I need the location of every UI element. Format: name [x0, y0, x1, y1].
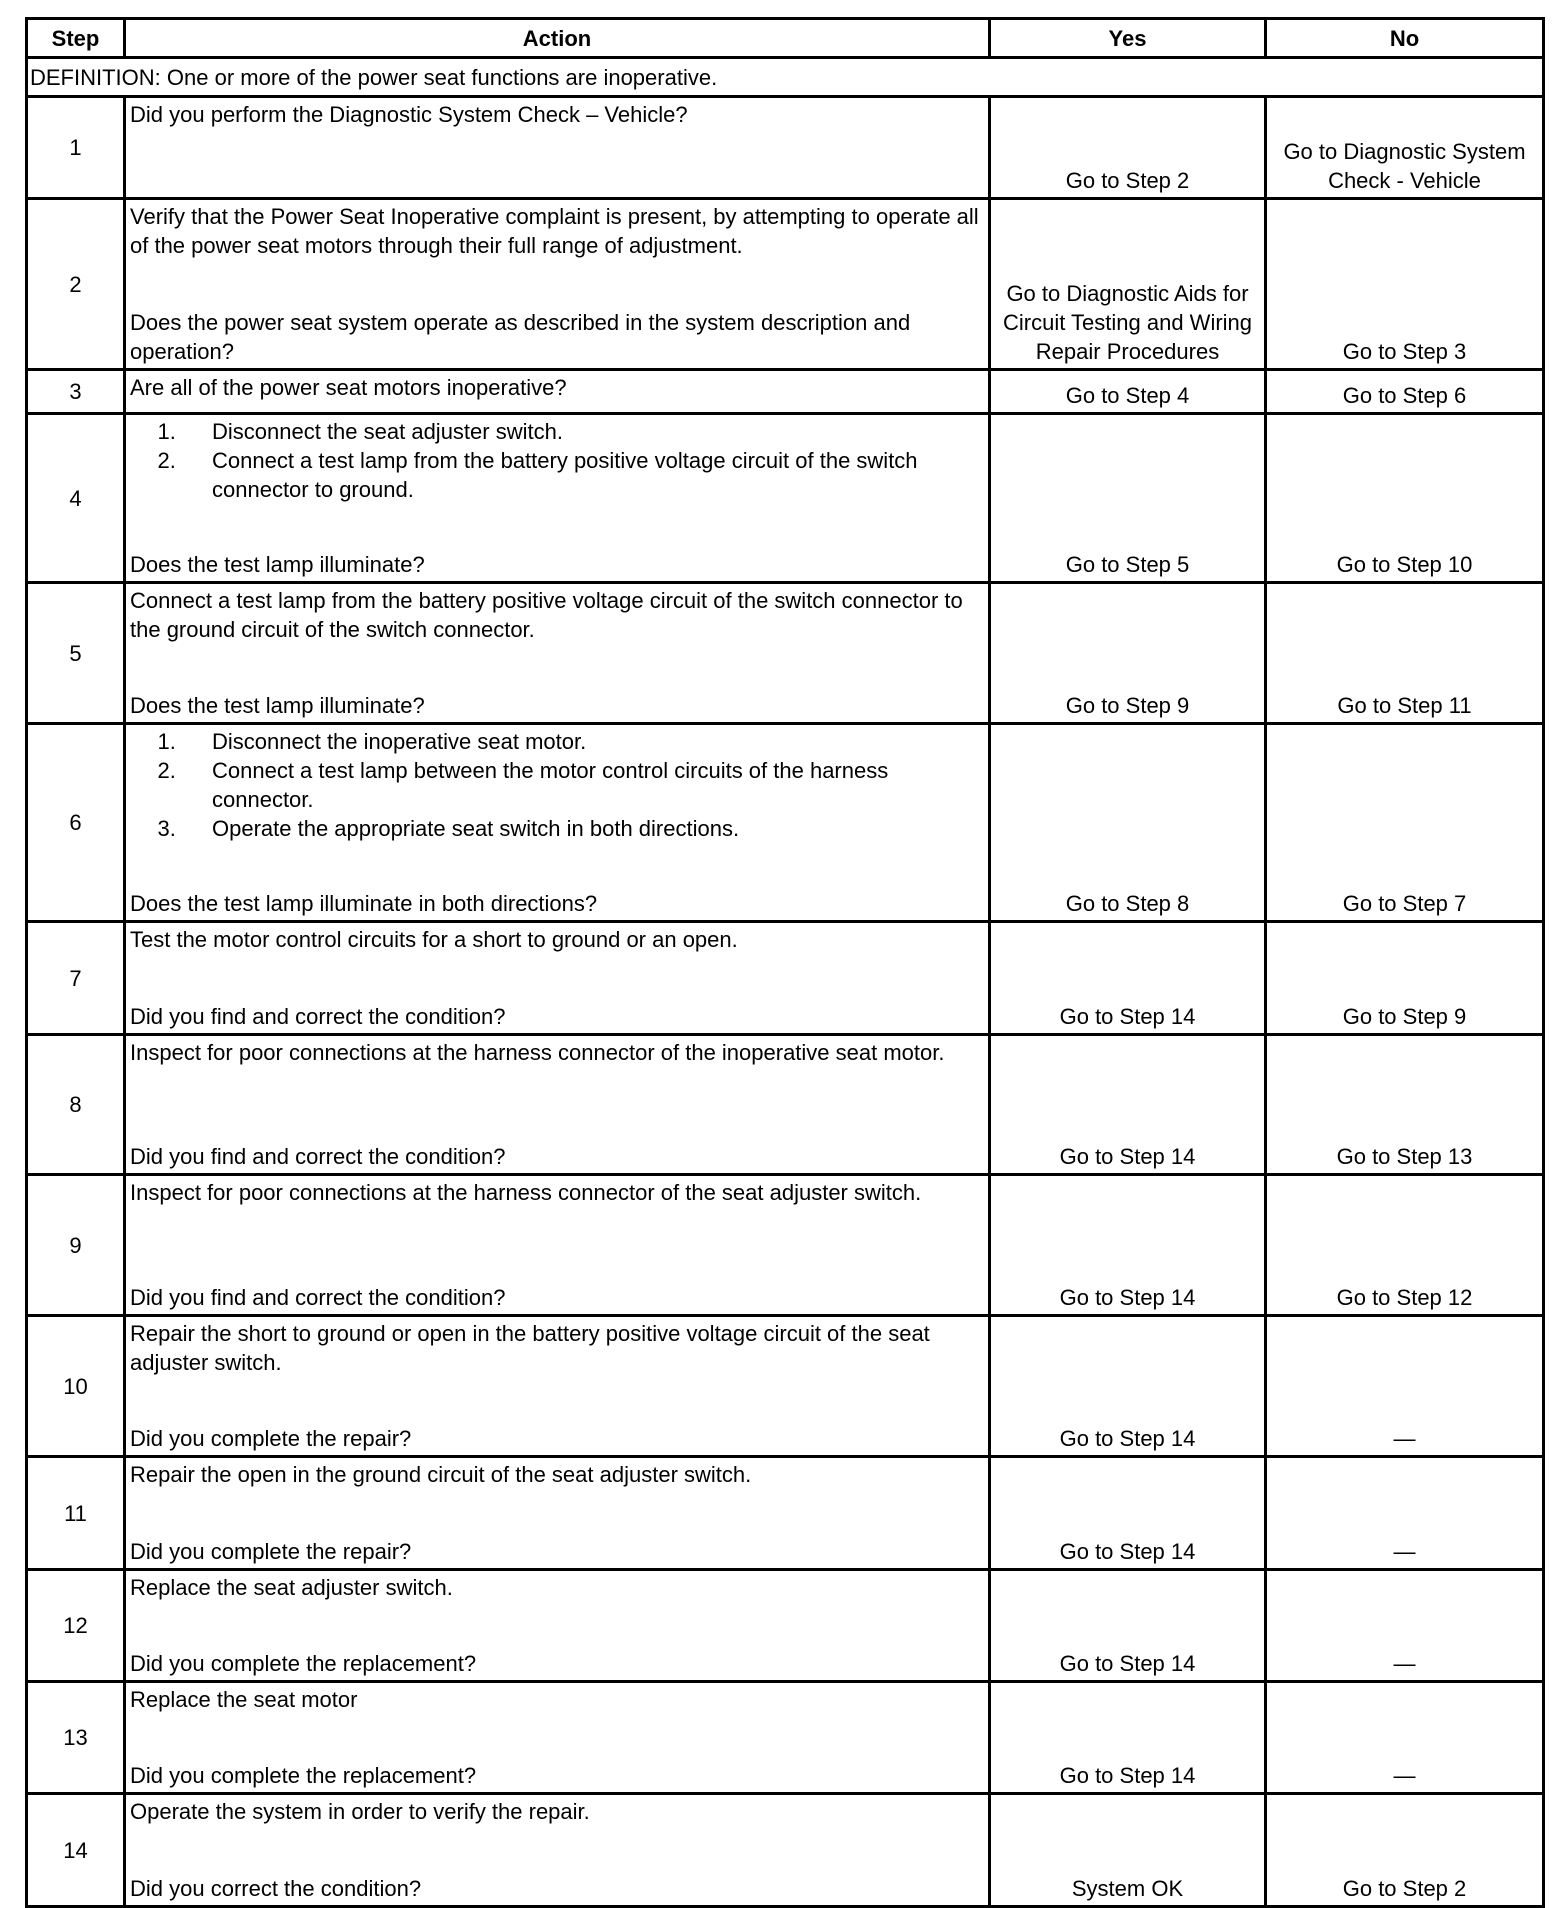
action-cell [125, 1570, 990, 1682]
table-row [27, 1457, 1544, 1570]
table-row [27, 1175, 1544, 1316]
action-cell [125, 583, 990, 724]
table-row [27, 97, 1544, 199]
step-number: 3 [27, 370, 125, 414]
yes-result: Go to Step 4 [990, 370, 1266, 414]
action-question: Did you complete the replacement? [130, 1651, 477, 1676]
table-row [27, 1035, 1544, 1175]
action-cell [125, 1175, 990, 1316]
action-text: Operate the system in order to verify the repair. [130, 1799, 590, 1824]
action-question: Does the power seat system operate as described in the system description and operation? [130, 310, 911, 364]
no-result: Go to Step 6 [1266, 370, 1544, 414]
step-number: 11 [27, 1457, 125, 1570]
action-cell [125, 1316, 990, 1457]
action-text: Did you perform the Diagnostic System Check – Vehicle? [130, 102, 688, 127]
action-step: 1. Disconnect the seat adjuster switch. [182, 417, 984, 446]
yes-result: Go to Step 14 [990, 1316, 1266, 1457]
action-cell [125, 370, 990, 414]
action-question: Did you correct the condition? [130, 1876, 422, 1901]
table-row [27, 922, 1544, 1035]
table-row [27, 370, 1544, 414]
no-result: — [1266, 1570, 1544, 1682]
action-cell [125, 1035, 990, 1175]
step-number: 2 [27, 199, 125, 370]
table-row [27, 1316, 1544, 1457]
action-cell [125, 97, 990, 199]
action-cell [125, 1457, 990, 1570]
diagnostic-table [25, 17, 1545, 1908]
action-step: 2. Connect a test lamp from the battery positive voltage circuit of the switch connector to ground. [182, 446, 984, 504]
action-text: Repair the open in the ground circuit of the seat adjuster switch. [130, 1462, 752, 1487]
step-number: 9 [27, 1175, 125, 1316]
action-cell [125, 724, 990, 922]
step-number: 13 [27, 1682, 125, 1794]
step-number: 7 [27, 922, 125, 1035]
action-question: Did you complete the repair? [130, 1539, 412, 1564]
table-row [27, 583, 1544, 724]
action-cell [125, 414, 990, 583]
yes-result: System OK [990, 1794, 1266, 1907]
yes-result: Go to Step 14 [990, 1682, 1266, 1794]
action-cell [125, 1794, 990, 1907]
step-number: 14 [27, 1794, 125, 1907]
yes-result: Go to Step 14 [990, 1457, 1266, 1570]
action-step: 2. Connect a test lamp between the motor control circuits of the harness connector. [182, 756, 984, 814]
step-number: 1 [27, 97, 125, 199]
action-steps [130, 727, 984, 843]
action-question: Did you find and correct the condition? [130, 1004, 506, 1029]
no-result: Go to Step 7 [1266, 724, 1544, 922]
yes-result: Go to Step 14 [990, 1175, 1266, 1316]
action-question: Did you complete the replacement? [130, 1763, 477, 1788]
action-question: Did you complete the repair? [130, 1426, 412, 1451]
table-row [27, 199, 1544, 370]
definition-row [27, 58, 1544, 97]
step-number: 8 [27, 1035, 125, 1175]
action-question: Does the test lamp illuminate in both directions? [130, 891, 598, 916]
yes-result: Go to Step 14 [990, 1570, 1266, 1682]
step-number: 4 [27, 414, 125, 583]
table-row [27, 724, 1544, 922]
yes-result: Go to Step 14 [990, 922, 1266, 1035]
step-number: 12 [27, 1570, 125, 1682]
step-number: 10 [27, 1316, 125, 1457]
yes-result: Go to Step 9 [990, 583, 1266, 724]
definition: DEFINITION: One or more of the power seat functions are inoperative. [27, 58, 1544, 97]
header-no: No [1266, 19, 1544, 58]
yes-result: Go to Step 5 [990, 414, 1266, 583]
header-action: Action [125, 19, 990, 58]
action-text: Replace the seat motor [130, 1687, 358, 1712]
yes-result: Go to Step 2 [990, 97, 1266, 199]
action-question: Does the test lamp illuminate? [130, 693, 425, 718]
action-text: Inspect for poor connections at the harness connector of the seat adjuster switch. [130, 1180, 922, 1205]
action-steps [130, 417, 984, 504]
no-result: — [1266, 1682, 1544, 1794]
action-text: Test the motor control circuits for a short to ground or an open. [130, 927, 738, 952]
table-row [27, 1794, 1544, 1907]
action-text: Are all of the power seat motors inoperative? [130, 375, 567, 400]
no-result: Go to Step 3 [1266, 199, 1544, 370]
action-step: 3. Operate the appropriate seat switch in both directions. [182, 814, 984, 843]
step-number: 6 [27, 724, 125, 922]
step-number: 5 [27, 583, 125, 724]
action-cell [125, 1682, 990, 1794]
yes-result: Go to Diagnostic Aids for Circuit Testing and Wiring Repair Procedures [990, 199, 1266, 370]
header-step: Step [27, 19, 125, 58]
no-result: Go to Step 2 [1266, 1794, 1544, 1907]
no-result: Go to Step 13 [1266, 1035, 1544, 1175]
yes-result: Go to Step 14 [990, 1035, 1266, 1175]
no-result: Go to Step 12 [1266, 1175, 1544, 1316]
no-result: — [1266, 1457, 1544, 1570]
no-result: Go to Step 9 [1266, 922, 1544, 1035]
action-text: Repair the short to ground or open in the battery positive voltage circuit of the seat adjuster switch. [130, 1321, 930, 1375]
action-question: Did you find and correct the condition? [130, 1285, 506, 1310]
action-text: Connect a test lamp from the battery positive voltage circuit of the switch connector to the ground circuit of the switch connector. [130, 588, 963, 642]
yes-result: Go to Step 8 [990, 724, 1266, 922]
table-row [27, 1570, 1544, 1682]
no-result: Go to Diagnostic System Check - Vehicle [1266, 97, 1544, 199]
header-row [27, 19, 1544, 58]
action-cell [125, 922, 990, 1035]
action-text: Replace the seat adjuster switch. [130, 1575, 453, 1600]
header-yes: Yes [990, 19, 1266, 58]
action-question: Does the test lamp illuminate? [130, 552, 425, 577]
action-text: Inspect for poor connections at the harness connector of the inoperative seat motor. [130, 1040, 945, 1065]
no-result: Go to Step 10 [1266, 414, 1544, 583]
table-row [27, 414, 1544, 583]
action-text: Verify that the Power Seat Inoperative complaint is present, by attempting to operate all of the power seat motors through their full range of adjustment. [130, 204, 979, 258]
no-result: Go to Step 11 [1266, 583, 1544, 724]
action-step: 1. Disconnect the inoperative seat motor. [182, 727, 984, 756]
no-result: — [1266, 1316, 1544, 1457]
action-question: Did you find and correct the condition? [130, 1144, 506, 1169]
action-cell [125, 199, 990, 370]
table-row [27, 1682, 1544, 1794]
